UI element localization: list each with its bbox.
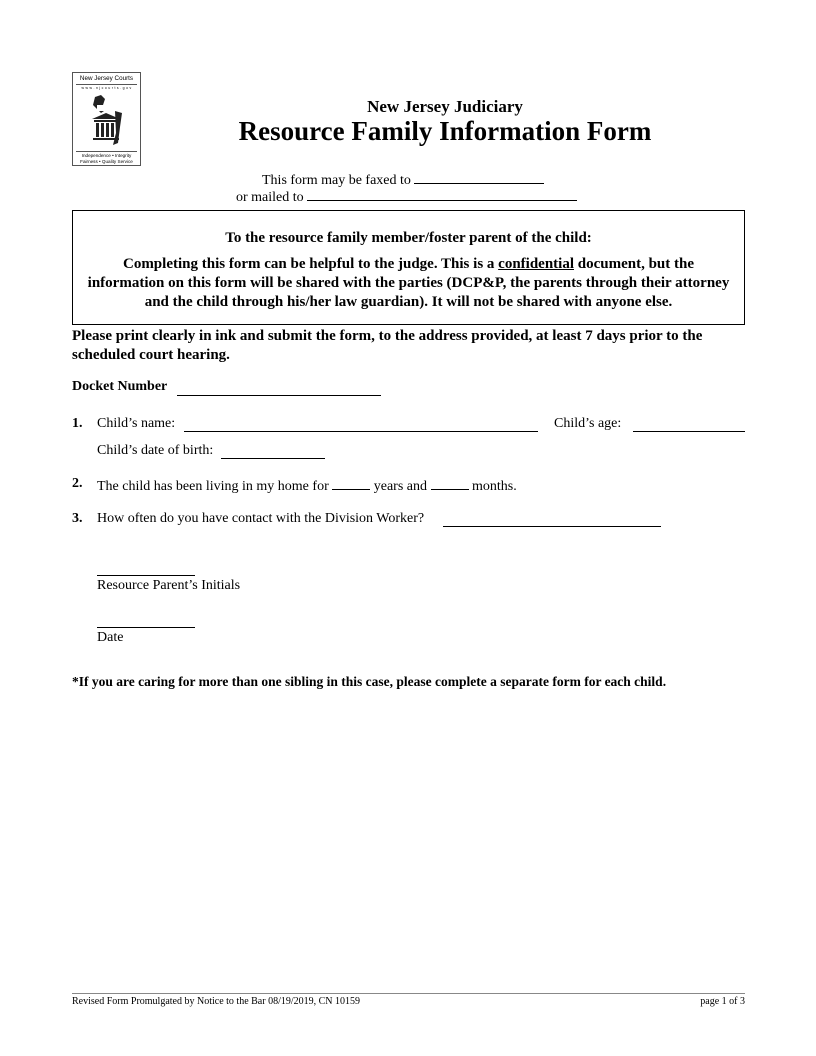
child-name-label: Child’s name:	[97, 416, 176, 431]
contact-frequency-label: How often do you have contact with the Division Worker?	[97, 511, 425, 526]
mail-label: or mailed to	[236, 190, 304, 205]
logo-motto-line: Fairness • Quality Service	[80, 159, 133, 164]
initials-label: Resource Parent’s Initials	[97, 578, 241, 593]
logo-url: w w w . n j c o u r t s . g o v	[81, 86, 132, 90]
item-number: 1.	[72, 416, 83, 431]
fax-number-field[interactable]	[414, 170, 544, 184]
footer-divider	[72, 993, 745, 994]
page-number: page 1 of 3	[700, 996, 745, 1007]
child-dob-label: Child’s date of birth:	[97, 443, 214, 458]
months-label: months.	[472, 479, 517, 494]
confidential-emphasis: confidential	[498, 256, 574, 272]
organization-name: New Jersey Judiciary	[367, 97, 523, 116]
docket-number-field[interactable]	[177, 395, 381, 396]
item-number: 3.	[72, 511, 83, 526]
mail-line	[236, 187, 577, 206]
years-field[interactable]	[332, 476, 370, 490]
logo-motto-line: Independence • Integrity	[81, 153, 132, 158]
living-duration-text	[97, 476, 517, 495]
date-label: Date	[97, 630, 124, 645]
notice-body	[87, 255, 730, 312]
notice-text: Completing this form can be helpful to the judge. This is a	[122, 256, 499, 272]
logo-title: New Jersey Courts	[79, 75, 134, 82]
docket-number-label: Docket Number	[72, 379, 168, 394]
years-label: years and	[373, 479, 427, 494]
mailing-address-field[interactable]	[307, 187, 577, 201]
instructions: Please print clearly in ink and submit the form, to the address provided, at least 7 days prior to the scheduled court hearing.	[72, 328, 703, 363]
footer-form-info: Revised Form Promulgated by Notice to the Bar 08/19/2019, CN 10159	[72, 996, 361, 1007]
fax-label: This form may be faxed to	[262, 173, 411, 188]
courthouse-emblem-icon	[89, 93, 125, 147]
child-name-field[interactable]	[184, 431, 538, 432]
months-field[interactable]	[431, 476, 469, 490]
child-age-field[interactable]	[633, 431, 745, 432]
sibling-note: *If you are caring for more than one sibling in this case, please complete a separate form for each child.	[72, 674, 667, 689]
notice-text: document, but the information on this form will be shared with the parties (DCP&P, the parents through their attorney and the child through his/her law guardian). It will not be shared with anyone else.	[87, 256, 730, 310]
notice-heading: To the resource family member/foster parent of the child:	[225, 230, 592, 246]
child-age-label: Child’s age:	[554, 416, 622, 431]
page-title: Resource Family Information Form	[238, 116, 652, 146]
date-field[interactable]	[97, 627, 195, 628]
living-duration-label: The child has been living in my home for	[97, 479, 329, 494]
logo-divider	[76, 84, 137, 85]
child-dob-field[interactable]	[221, 458, 325, 459]
logo-divider	[76, 151, 137, 152]
contact-frequency-field[interactable]	[443, 526, 661, 527]
confidentiality-notice	[72, 210, 745, 325]
item-number: 2.	[72, 476, 83, 491]
nj-courts-logo	[72, 72, 141, 166]
initials-field[interactable]	[97, 575, 195, 576]
